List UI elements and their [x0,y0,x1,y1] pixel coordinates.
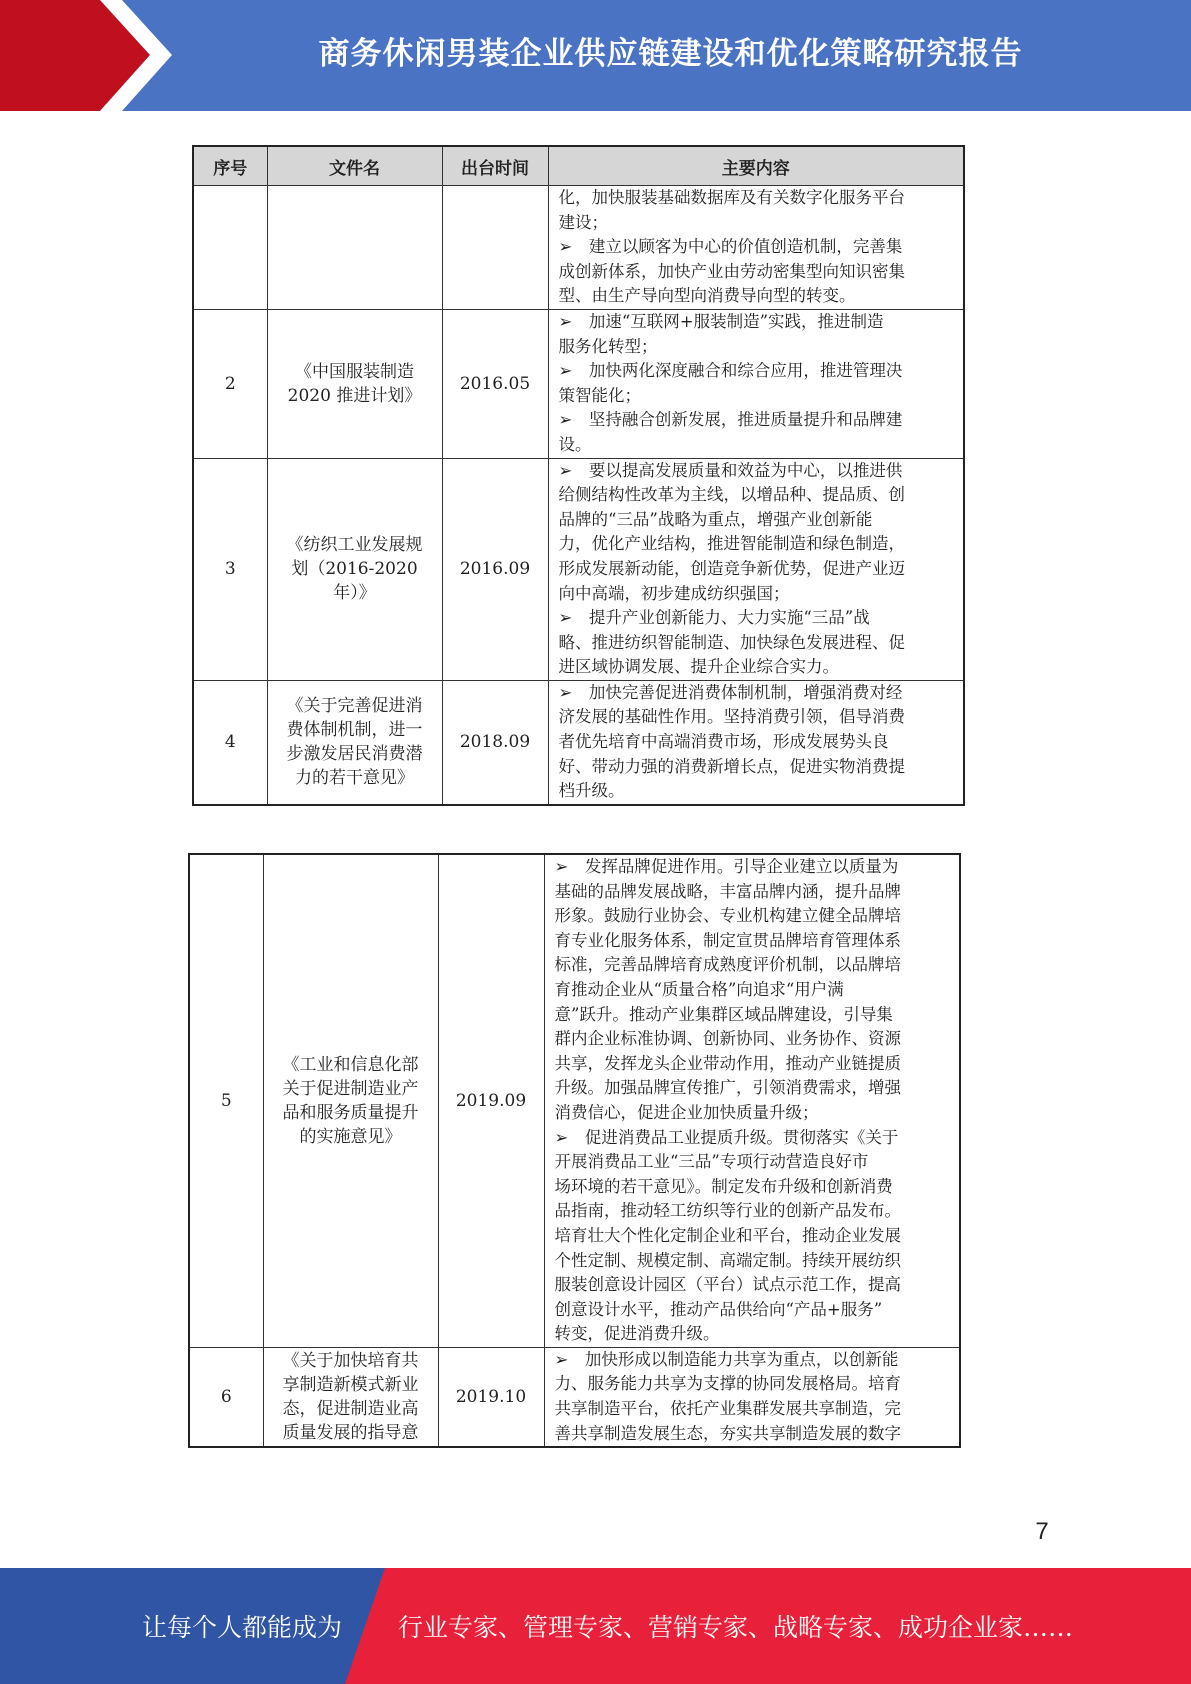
issue-date: 2019.09 [438,854,544,1347]
content-line: 消费信心，促进企业加快质量升级； [554,1102,819,1122]
content-line: 者优先培育中高端消费市场，形成发展势头良 [558,732,889,752]
row-number: 4 [193,680,267,804]
content-line: 品牌的“三品”战略为重点，增强产业创新能 [558,509,873,529]
content-line: 个性定制、规模定制、高端定制。持续开展纺织 [554,1250,901,1270]
content-line: 升级。加强品牌宣传推广，引领消费需求，增强 [554,1078,901,1098]
policy-table-part-1 [192,145,965,806]
document-name: 《工业和信息化部关于促进制造业产品和服务质量提升的实施意见》 [282,1054,419,1147]
main-content [548,458,964,680]
column-header-no: 序号 [193,146,267,186]
issue-date: 2016.05 [442,309,548,458]
main-content [544,1347,960,1447]
issue-date: 2018.09 [442,680,548,804]
row-number [193,186,267,310]
document-name-cell [267,309,442,458]
column-header-date: 出台时间 [442,146,548,186]
content-line: 共享，发挥龙头企业带动作用，推动产业链提质 [554,1053,901,1073]
report-title: 商务休闲男装企业供应链建设和优化策略研究报告 [318,35,1023,72]
issue-date: 2019.10 [438,1347,544,1447]
content-line: 育推动企业从“质量合格”向追求“用户满 [554,979,844,999]
content-line: ➢ 加快完善促进消费体制机制，增强消费对经 [558,682,903,702]
content-line: ➢ 加快两化深度融合和综合应用，推进管理决 [558,361,903,381]
content-line: 形成发展新动能，创造竞争新优势，促进产业迈 [558,558,905,578]
main-content [548,309,964,458]
content-line: 建设； [558,212,608,232]
content-line: 略、推进纺织智能制造、加快绿色发展进程、促 [558,632,905,652]
content-line: 策智能化； [558,385,641,405]
content-line: 服务化转型； [558,336,658,356]
row-number: 3 [193,458,267,680]
policy-table-part-2 [188,853,961,1448]
content-line: 品指南，推动轻工纺织等行业的创新产品发布。 [554,1201,901,1221]
page-number: 7 [1035,1518,1049,1545]
content-line: 育专业化服务体系，制定宣贯品牌培育管理体系 [554,930,901,950]
content-line: 济发展的基础性作用。坚持消费引领，倡导消费 [558,707,905,727]
content-line: ➢ 建立以顾客为中心的价值创造机制，完善集 [558,237,903,257]
content-line: 力，优化产业结构，推进智能制造和绿色制造， [558,534,905,554]
main-content [548,680,964,804]
document-name-cell [263,854,438,1347]
content-line: 意”跃升。推动产业集群区域品牌建设，引导集 [554,1004,893,1024]
table-row [189,1347,960,1447]
table-row [193,309,964,458]
content-line: 成创新体系，加快产业由劳动密集型向知识密集 [558,261,905,281]
content-line: 善共享制造发展生态，夯实共享制造发展的数字 [554,1423,901,1443]
column-header-content: 主要内容 [548,146,964,186]
content-line: 进区域协调发展、提升企业综合实力。 [558,657,839,677]
issue-date: 2016.09 [442,458,548,680]
page-header [0,0,1191,111]
content-line: 培育壮大个性化定制企业和平台，推动企业发展 [554,1225,901,1245]
content-line: 群内企业标准协调、创新协同、业务协作、资源 [554,1029,901,1049]
content-line: 型、由生产导向型向消费导向型的转变。 [558,286,856,306]
document-name [267,186,442,310]
content-line: 化，加快服装基础数据库及有关数字化服务平台 [558,188,905,207]
content-line: ➢ 加快形成以制造能力共享为重点，以创新能 [554,1349,899,1369]
main-content [544,854,960,1347]
issue-date [442,186,548,310]
table-row [189,854,960,1347]
document-name: 《中国服装制造2020 推进计划》 [287,361,422,406]
content-line: ➢ 加速“互联网+服装制造”实践，推进制造 [558,311,884,331]
content-line: 档升级。 [558,781,625,801]
table-row [193,680,964,804]
document-name: 《关于加快培育共享制造新模式新业态，促进制造业高质量发展的指导意 [282,1351,419,1444]
content-line: 向中高端，初步建成纺织强国； [558,583,790,603]
table-row [193,186,964,310]
content-line: 开展消费品工业“三品”专项行动营造良好市 [554,1152,869,1172]
content-line: ➢ 发挥品牌促进作用。引导企业建立以质量为 [554,857,899,876]
main-content [548,186,964,310]
content-line: ➢ 提升产业创新能力、大力实施“三品”战 [558,608,870,628]
content-line: 设。 [558,434,592,454]
footer-slogan-left: 让每个人都能成为 [142,1613,343,1642]
row-number: 2 [193,309,267,458]
table-row [193,458,964,680]
content-line: 共享制造平台，依托产业集群发展共享制造，完 [554,1399,901,1419]
content-line: 给侧结构性改革为主线，以增品种、提品质、创 [558,485,905,505]
content-line: 创意设计水平，推动产品供给向“产品+服务” [554,1299,883,1319]
content-line: 标准，完善品牌培育成熟度评价机制，以品牌培 [554,955,901,975]
page-footer [0,1568,1191,1684]
document-name: 《纺织工业发展规划（2016-2020 年）》 [286,535,423,604]
content-line: ➢ 促进消费品工业提质升级。贯彻落实《关于 [554,1127,899,1147]
content-line: 形象。鼓励行业协会、专业机构建立健全品牌培 [554,906,901,926]
content-line: 服装创意设计园区（平台）试点示范工作，提高 [554,1275,901,1295]
document-name-cell [267,458,442,680]
content-line: 力、服务能力共享为支撑的协同发展格局。培育 [554,1374,901,1394]
document-name: 《关于完善促进消费体制机制，进一步激发居民消费潜力的若干意见》 [286,696,423,789]
row-number: 5 [189,854,263,1347]
content-line: 场环境的若干意见》。制定发布升级和创新消费 [554,1176,893,1196]
table-header-row [193,146,964,186]
content-line: ➢ 坚持融合创新发展，推进质量提升和品牌建 [558,410,903,430]
content-line: 转变，促进消费升级。 [554,1324,720,1344]
content-line: 基础的品牌发展战略，丰富品牌内涵，提升品牌 [554,881,901,901]
footer-slogan-right: 行业专家、管理专家、营销专家、战略专家、成功企业家…… [398,1613,1074,1642]
document-name-cell [263,1347,438,1447]
document-name-cell [267,680,442,804]
row-number: 6 [189,1347,263,1447]
content-line: ➢ 要以提高发展质量和效益为中心，以推进供 [558,460,903,480]
column-header-name: 文件名 [267,146,442,186]
content-line: 好、带动力强的消费新增长点，促进实物消费提 [558,756,905,776]
